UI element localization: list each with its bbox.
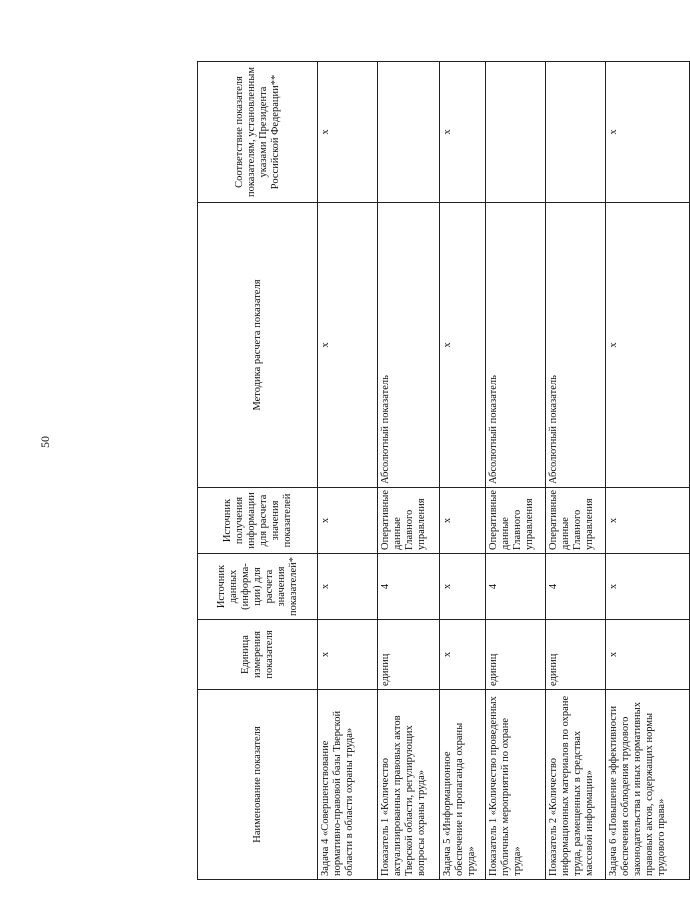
cell-info-source: Оперативные данные Главного управления: [486, 488, 546, 554]
table-header-row: [198, 62, 318, 880]
cell-name: Показатель 1 «Количество проведенных публичных мероприятий по охране труда»: [486, 690, 546, 880]
cell-method: x: [440, 203, 486, 488]
cell-method: x: [606, 203, 690, 488]
header-name: Наименование показателя: [198, 690, 318, 880]
cell-name: Показатель 1 «Количество актуализированных правовых актов Тверской области, регулирующих вопросы охраны труда»: [378, 690, 440, 880]
cell-info-source: Оперативные данные Главного управления: [378, 488, 440, 554]
cell-info-source: x: [606, 488, 690, 554]
cell-presidential: [546, 62, 606, 203]
cell-name: Задача 6 «Повышение эффективности обеспечения соблюдения трудового законодательства и иных нормативных правовых актов, содержащих нормы трудового права»: [606, 690, 690, 880]
header-presidential: Соответствие показателя показателям, установленным указами Президента Российской Федерации**: [198, 62, 318, 203]
cell-presidential: x: [318, 62, 378, 203]
cell-unit: x: [606, 620, 690, 690]
cell-unit: x: [318, 620, 378, 690]
cell-data-source: 4: [486, 554, 546, 620]
table-row: [606, 62, 690, 880]
cell-data-source: 4: [546, 554, 606, 620]
table-row: [318, 62, 378, 880]
cell-unit: единиц: [486, 620, 546, 690]
cell-method: x: [318, 203, 378, 488]
table-row: [486, 62, 546, 880]
cell-presidential: [378, 62, 440, 203]
header-method: Методика расчета показателя: [198, 203, 318, 488]
cell-data-source: x: [606, 554, 690, 620]
indicators-table: [197, 62, 667, 880]
cell-info-source: Оперативные данные Главного управления: [546, 488, 606, 554]
cell-name: Задача 5 «Информационное обеспечение и пропаганда охраны труда»: [440, 690, 486, 880]
page-number: 50: [38, 436, 52, 448]
cell-unit: единиц: [378, 620, 440, 690]
table-row: [546, 62, 606, 880]
cell-data-source: x: [440, 554, 486, 620]
cell-info-source: x: [318, 488, 378, 554]
cell-unit: единиц: [546, 620, 606, 690]
cell-presidential: x: [440, 62, 486, 203]
cell-info-source: x: [440, 488, 486, 554]
cell-data-source: 4: [378, 554, 440, 620]
header-unit: Единица измерения показателя: [198, 620, 318, 690]
cell-method: Абсолютный показатель: [486, 203, 546, 488]
table-row: [440, 62, 486, 880]
cell-presidential: [486, 62, 546, 203]
cell-method: Абсолютный показатель: [546, 203, 606, 488]
cell-method: Абсолютный показатель: [378, 203, 440, 488]
cell-data-source: x: [318, 554, 378, 620]
table-row: [378, 62, 440, 880]
header-data-source: Источник данных (информа-ции) для расчета значения показателей*: [198, 554, 318, 620]
cell-unit: x: [440, 620, 486, 690]
header-info-source: Источник получения информации для расчета значения показателей: [198, 488, 318, 554]
cell-presidential: x: [606, 62, 690, 203]
cell-name: Показатель 2 «Количество информационных материалов по охране труда, размещенных в средствах массовой информации»: [546, 690, 606, 880]
cell-name: Задача 4 «Совершенствование нормативно-правовой базы Тверской области в области охраны труда»: [318, 690, 378, 880]
